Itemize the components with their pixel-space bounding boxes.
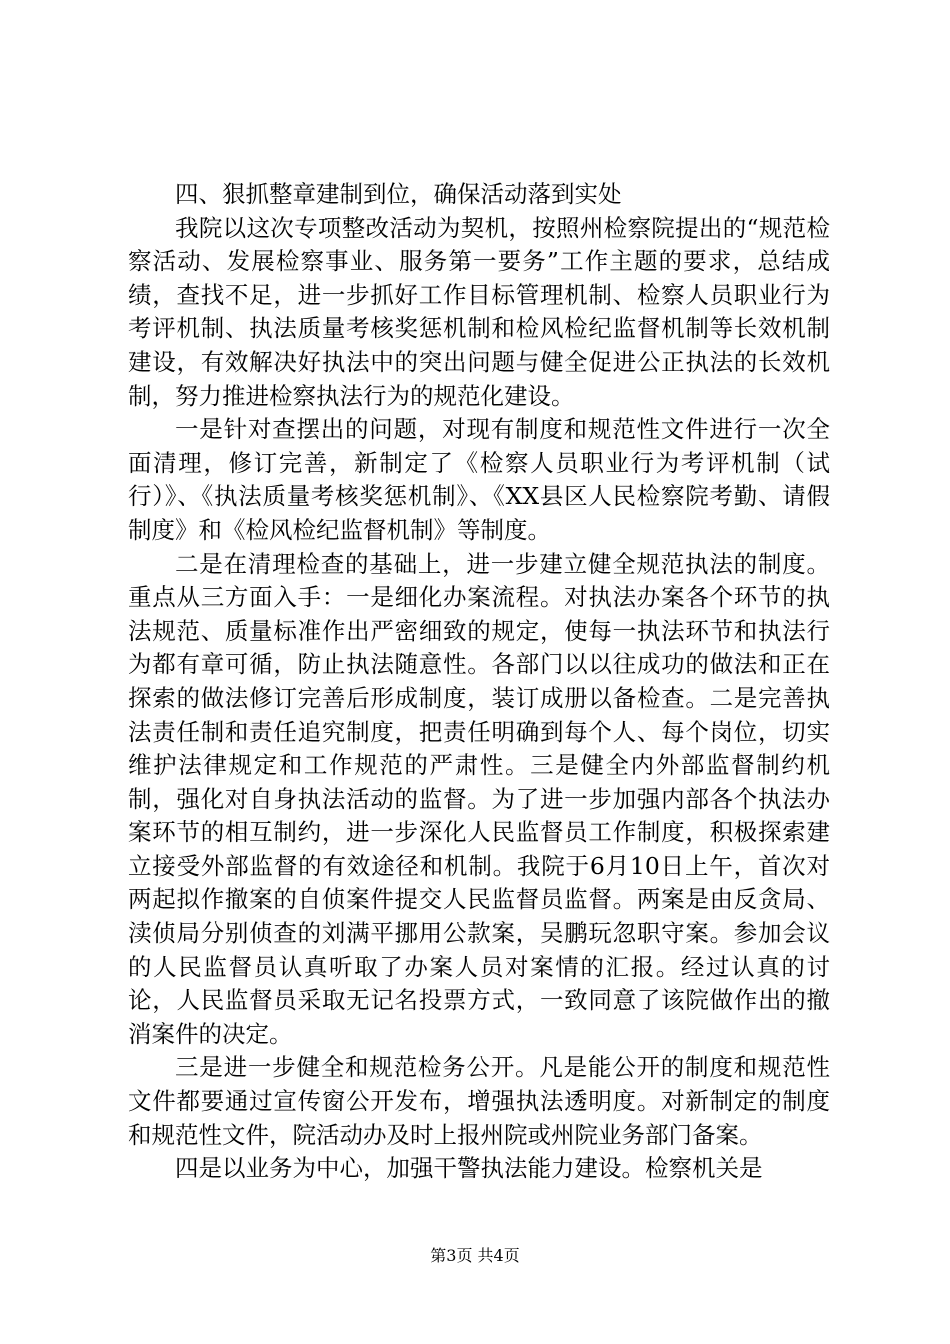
document-body — [128, 178, 830, 1186]
page-number-footer: 第3页 共4页 — [430, 1246, 520, 1265]
paragraph-first: 一是针对查摆出的问题，对现有制度和规范性文件进行一次全面清理，修订完善，新制定了《检察人员职业行为考评机制（试行）》、《执法质量考核奖惩机制》、《XX县区人民检察院考勤、请假制度》和《检风检纪监督机制》等制度。 — [128, 415, 830, 544]
paragraph-second: 二是在清理检查的基础上，进一步建立健全规范执法的制度。重点从三方面入手：一是细化办案流程。对执法办案各个环节的执法规范、质量标准作出严密细致的规定，使每一执法环节和执法行为都有章可循，防止执法随意性。各部门以以往成功的做法和正在探索的做法修订完善后形成制度，装订成册以备检查。二是完善执法责任制和责任追究制度，把责任明确到每个人、每个岗位，切实维护法律规定和工作规范的严肃性。三是健全内外部监督制约机制，强化对自身执法活动的监督。为了进一步加强内部各个执法办案环节的相互制约，进一步深化人民监督员工作制度，积极探索建立接受外部监督的有效途径和机制。我院于6月10日上午，首次对两起拟作撤案的自侦案件提交人民监督员监督。两案是由反贪局、渎侦局分别侦查的刘满平挪用公款案，吴鹏玩忽职守案。参加会议的人民监督员认真听取了办案人员对案情的汇报。经过认真的讨论，人民监督员采取无记名投票方式，一致同意了该院做作出的撤消案件的决定。 — [128, 549, 830, 1048]
paragraph-third: 三是进一步健全和规范检务公开。凡是能公开的制度和规范性文件都要通过宣传窗公开发布，增强执法透明度。对新制定的制度和规范性文件，院活动办及时上报州院或州院业务部门备案。 — [128, 1053, 830, 1149]
paragraph-intro: 我院以这次专项整改活动为契机，按照州检察院提出的“规范检察活动、发展检察事业、服务第一要务”工作主题的要求，总结成绩，查找不足，进一步抓好工作目标管理机制、检察人员职业行为考评机制、执法质量考核奖惩机制和检风检纪监督机制等长效机制建设，有效解决好执法中的突出问题与健全促进公正执法的长效机制，努力推进检察执法行为的规范化建设。 — [128, 213, 830, 410]
section-heading: 四、狠抓整章建制到位，确保活动落到实处 — [175, 180, 622, 208]
paragraph-fourth: 四是以业务为中心，加强干警执法能力建设。检察机关是 — [175, 1154, 763, 1183]
